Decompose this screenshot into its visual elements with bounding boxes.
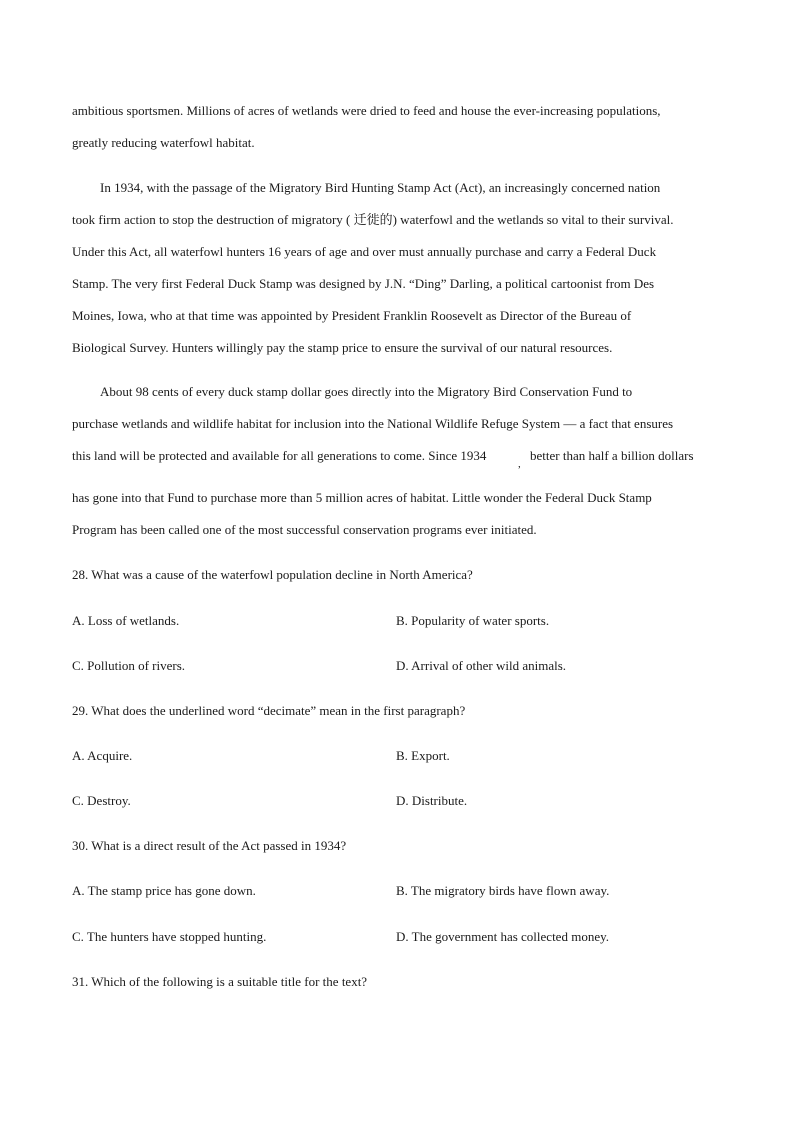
- paragraph-2-line-2: took firm action to stop the destruction of migratory ( 迁徙的) waterfowl and the wetlands so vital to their survival.: [72, 212, 674, 227]
- paragraph-2-line-3: Under this Act, all waterfowl hunters 16 years of age and over must annually purchase and carry a Federal Duck: [72, 244, 657, 259]
- paragraph-3-comma: ,: [518, 458, 521, 470]
- question-28-option-d: D. Arrival of other wild animals.: [396, 658, 567, 673]
- question-28-stem: 28. What was a cause of the waterfowl population decline in North America?: [72, 567, 473, 582]
- question-30-option-b: B. The migratory birds have flown away.: [396, 883, 610, 898]
- paragraph-3-line-1: About 98 cents of every duck stamp dollar goes directly into the Migratory Bird Conservation Fund to: [100, 384, 633, 399]
- question-30-option-a: A. The stamp price has gone down.: [72, 883, 256, 898]
- paragraph-2-line-6: Biological Survey. Hunters willingly pay the stamp price to ensure the survival of our natural resources.: [72, 340, 613, 355]
- question-30-option-d: D. The government has collected money.: [396, 929, 609, 944]
- question-31-stem: 31. Which of the following is a suitable title for the text?: [72, 974, 368, 989]
- paragraph-2-line-1: In 1934, with the passage of the Migratory Bird Hunting Stamp Act (Act), an increasingly concerned nation: [100, 180, 661, 195]
- question-29-stem: 29. What does the underlined word “decimate” mean in the first paragraph?: [72, 703, 466, 718]
- question-29-option-c: C. Destroy.: [72, 793, 131, 808]
- paragraph-1-line-2: greatly reducing waterfowl habitat.: [72, 135, 255, 150]
- question-29-option-a: A. Acquire.: [72, 748, 133, 763]
- question-28-option-b: B. Popularity of water sports.: [396, 613, 550, 628]
- question-30-option-c: C. The hunters have stopped hunting.: [72, 929, 267, 944]
- question-28-option-a: A. Loss of wetlands.: [72, 613, 180, 628]
- paragraph-2-line-4: Stamp. The very first Federal Duck Stamp was designed by J.N. “Ding” Darling, a political cartoonist from Des: [72, 276, 655, 291]
- paragraph-3-line-3: this land will be protected and available for all generations to come. Since 1934: [72, 448, 487, 463]
- paragraph-3-line-2: purchase wetlands and wildlife habitat for inclusion into the National Wildlife Refuge System — a fact that ensures: [72, 416, 674, 431]
- question-28-option-c: C. Pollution of rivers.: [72, 658, 186, 673]
- question-29-option-d: D. Distribute.: [396, 793, 468, 808]
- question-30-stem: 30. What is a direct result of the Act passed in 1934?: [72, 838, 347, 853]
- question-29-option-b: B. Export.: [396, 748, 450, 763]
- paragraph-2-line-5: Moines, Iowa, who at that time was appointed by President Franklin Roosevelt as Director of the Bureau of: [72, 308, 632, 323]
- paragraph-3-line-4: has gone into that Fund to purchase more than 5 million acres of habitat. Little wonder the Federal Duck Stamp: [72, 490, 652, 505]
- paragraph-3-line-5: Program has been called one of the most successful conservation programs ever initiated.: [72, 522, 537, 537]
- paragraph-3-line-3-tail: better than half a billion dollars: [530, 448, 694, 463]
- paragraph-1-line-1: ambitious sportsmen. Millions of acres of wetlands were dried to feed and house the ever-increasing populations,: [72, 103, 661, 118]
